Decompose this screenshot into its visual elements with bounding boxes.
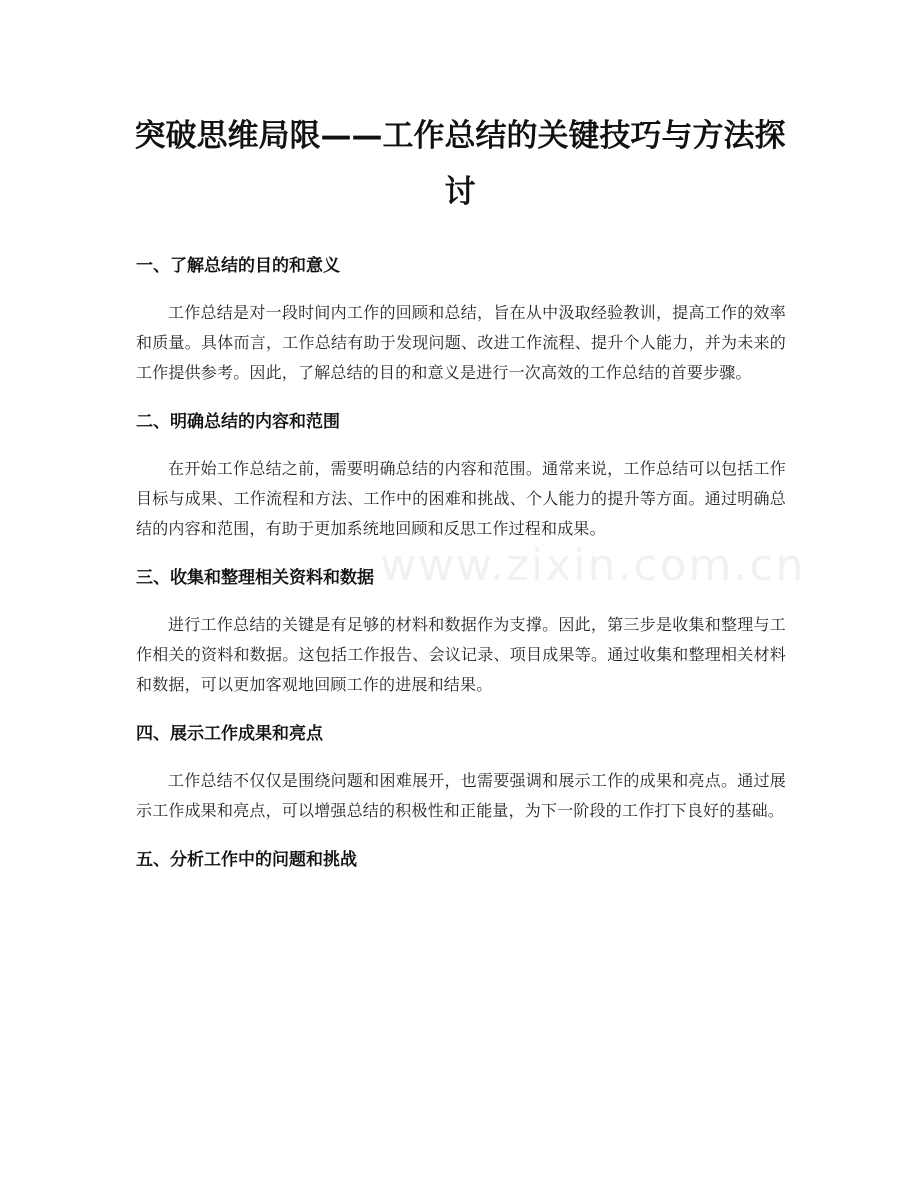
section-2 (136, 408, 786, 544)
section-paragraph: 在开始工作总结之前，需要明确总结的内容和范围。通常来说，工作总结可以包括工作目标与成果、工作流程和方法、工作中的困难和挑战、个人能力的提升等方面。通过明确总结的内容和范围，有助于更加系统地回顾和反思工作过程和成果。 (136, 459, 786, 538)
document-body (136, 252, 786, 874)
section-heading: 一、了解总结的目的和意义 (136, 256, 340, 276)
document-title: 突破思维局限——工作总结的关键技巧与方法探讨 (134, 118, 786, 210)
section-5 (136, 846, 786, 874)
section-paragraph: 工作总结不仅仅是围绕问题和困难展开，也需要强调和展示工作的成果和亮点。通过展示工作成果和亮点，可以增强总结的积极性和正能量，为下一阶段的工作打下良好的基础。 (136, 771, 786, 820)
section-paragraph: 进行工作总结的关键是有足够的材料和数据作为支撑。因此，第三步是收集和整理与工作相关的资料和数据。这包括工作报告、会议记录、项目成果等。通过收集和整理相关材料和数据，可以更加客观地回顾工作的进展和结果。 (136, 615, 786, 694)
watermark: www.zixin.com.cn (380, 540, 806, 591)
section-heading: 四、展示工作成果和亮点 (136, 724, 323, 744)
section-heading: 二、明确总结的内容和范围 (136, 412, 340, 432)
section-heading: 五、分析工作中的问题和挑战 (136, 850, 357, 870)
section-3 (136, 564, 786, 700)
section-heading: 三、收集和整理相关资料和数据 (136, 568, 374, 588)
section-4 (136, 720, 786, 826)
section-paragraph: 工作总结是对一段时间内工作的回顾和总结，旨在从中汲取经验教训，提高工作的效率和质量。具体而言，工作总结有助于发现问题、改进工作流程、提升个人能力，并为未来的工作提供参考。因此，了解总结的目的和意义是进行一次高效的工作总结的首要步骤。 (136, 303, 786, 382)
section-1 (136, 252, 786, 388)
